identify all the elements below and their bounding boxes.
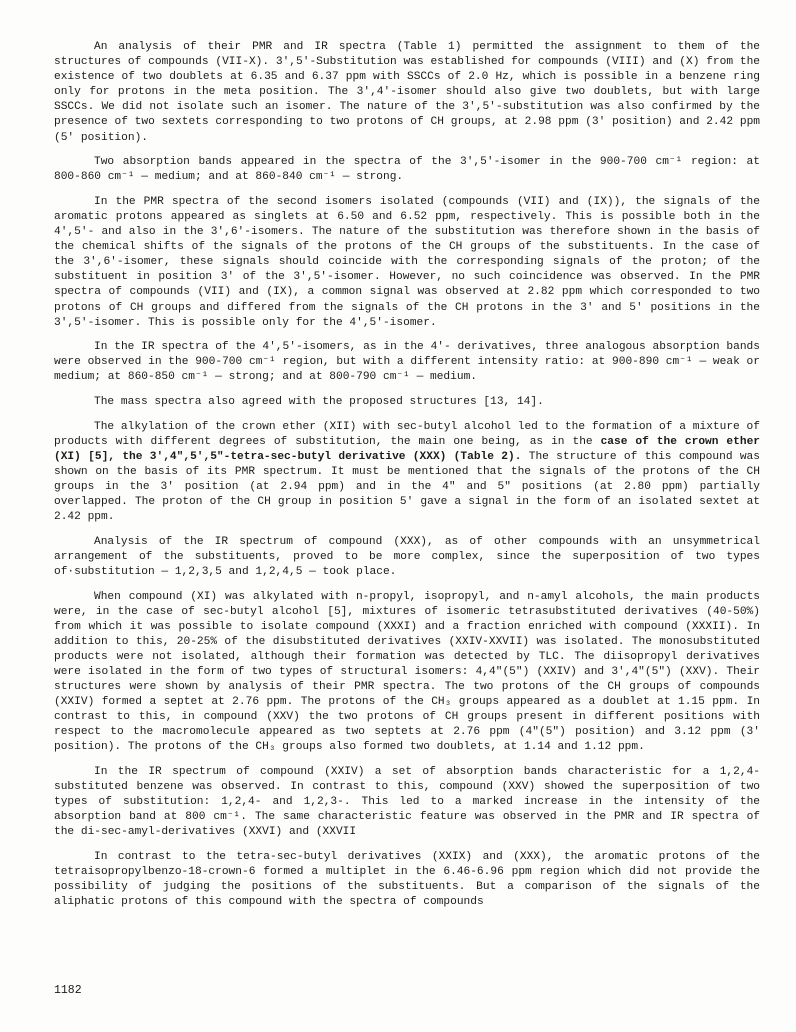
- article-body: [54, 40, 760, 920]
- paragraph-second-isomers: In the PMR spectra of the second isomers isolated (compounds (VII) and (IX)), the signals of the aromatic protons appeared as singlets at 6.50 and 6.52 ppm, respectively. This is possible both in the 4',5'- and also in the 3',6'-isomers. The nature of the substitution was therefore shown in the basis of the chemical shifts of the signals of the protons of the CH groups of the substituents. In the case of the 3',6'-isomer, these signals should coincide with the corresponding signals of the proton; of the substituent in position 3' of the 3',5'-isomer. However, no such coincidence was observed. In the PMR spectra of compounds (VII) and (IX), a common signal was observed at 2.82 ppm which corresponded to two protons of CH groups and differed from the signals of the CH protons in the 3' and 5' positions in the 3',5'-isomer. This is possible only for the 4',5'-isomer.: [54, 195, 760, 329]
- paragraph-ir-unsymmetrical: Analysis of the IR spectrum of compound (XXX), as of other compounds with an unsymmetrical arrangement of the substituents, proved to be more complex, since the superposition of two types of·substitution — 1,2,3,5 and 1,2,4,5 — took place.: [54, 535, 760, 578]
- paragraph-mass-spectra: The mass spectra also agreed with the proposed structures [13, 14].: [94, 395, 544, 408]
- alkylation-text-end: The structure of this compound was shown on the basis of its PMR spectrum. It must be mentioned that the signals of the protons of the CH groups in the 3' position (at 2.94 ppm) and in the 4" and 5" positions (at 2.80 ppm) partially overlapped. The proton of the CH group in position 5' gave a signal in the form of an isolated sextet at 2.42 ppm.: [54, 450, 760, 524]
- paragraph-tetra-sec-butyl: In contrast to the tetra-sec-butyl derivatives (XXIX) and (XXX), the aromatic protons of the tetraisopropylbenzo-18-crown-6 formed a multiplet in the 6.46-6.96 ppm region which did not provide the possibility of judging the positions of the substituents. But a comparison of the signals of the aliphatic protons of this compound with the spectra of compounds: [54, 851, 760, 909]
- paragraph-alkylation-alcohols: When compound (XI) was alkylated with n-propyl, isopropyl, and n-amyl alcohols, the main products were, in the case of sec-butyl alcohol [5], mixtures of isomeric tetrasubstituted derivatives (40-50%) from which it was possible to isolate compound (XXXI) and a fraction enriched with compound (XXXII). In addition to this, 20-25% of the disubstituted derivatives (XXIV-XXVII) was isolated. The monosubstituted products were not isolated, although their formation was detected by TLC. The diisopropyl derivatives were isolated in the form of two types of structural isomers: 4,4"(5") (XXIV) and 3',4"(5") (XXV). Their structures were shown by analysis of their PMR spectra. The two protons of the CH groups of compounds (XXIV) formed a septet at 2.76 ppm. The protons of the CH₃ groups appeared as a doublet at 1.15 ppm. In contrast to this, in compound (XXV) the two protons of CH groups present in different positions with respect to the macromolecule appeared as two septets at 2.76 ppm (4"(5") position) and 3.12 ppm (3' position). The protons of the CH₃ groups also formed two doublets, at 1.14 and 1.12 ppm.: [54, 590, 760, 754]
- paragraph-ir-compound-xxiv: In the IR spectrum of compound (XXIV) a set of absorption bands characteristic for a 1,2,4-substituted benzene was observed. In contrast to this, compound (XXV) showed the superposition of two types of substitution: 1,2,4- and 1,2,3-. This led to a marked increase in the intensity of the absorption band at 800 cm⁻¹. The same characteristic feature was observed in the PMR and IR spectra of the di-sec-amyl-derivatives (XXVI) and (XXVII: [54, 766, 760, 839]
- paragraph-ir-spectra-isomers: In the IR spectra of the 4',5'-isomers, as in the 4'- derivatives, three analogous absorption bands were observed in the 900-700 cm⁻¹ region, but with a different intensity ratio: at 900-890 cm⁻¹ — weak or medium; at 860-850 cm⁻¹ — strong; and at 800-790 cm⁻¹ — medium.: [54, 341, 760, 384]
- paragraph-alkylation: [54, 420, 760, 526]
- alkylation-bold-phrase: case of the crown ether (XI) [5], the 3',4",5',5"-tetra-sec-butyl derivative (XXX) (Table 2).: [54, 435, 760, 463]
- paragraph-pmr-ir-analysis: An analysis of their PMR and IR spectra (Table 1) permitted the assignment to them of the structures of compounds (VII-X). 3',5'-Substitution was established for compounds (VIII) and (X) from the existence of two doublets at 6.35 and 6.37 ppm with SSCCs of 2.0 Hz, which is possible in a benzene ring only for protons in the meta position. The 3',4'-isomer should also give two doublets, but with large SSCCs. We did not isolate such an isomer. The nature of the 3',5'-substitution was also confirmed by the presence of two sextets corresponding to two protons of CH groups, at 2.98 ppm (3' position) and 2.42 ppm (5' position).: [54, 41, 760, 144]
- paragraph-absorption-bands: Two absorption bands appeared in the spectra of the 3',5'-isomer in the 900-700 cm⁻¹ region: at 800-860 cm⁻¹ — medium; and at 860-840 cm⁻¹ — strong.: [54, 156, 760, 184]
- alkylation-text-start: The alkylation of the crown ether (XII) with sec-butyl alcohol led to the formation of a mixture of products with different degrees of substitution, the main one being, as in the: [54, 420, 760, 448]
- page-number: 1182: [54, 984, 82, 997]
